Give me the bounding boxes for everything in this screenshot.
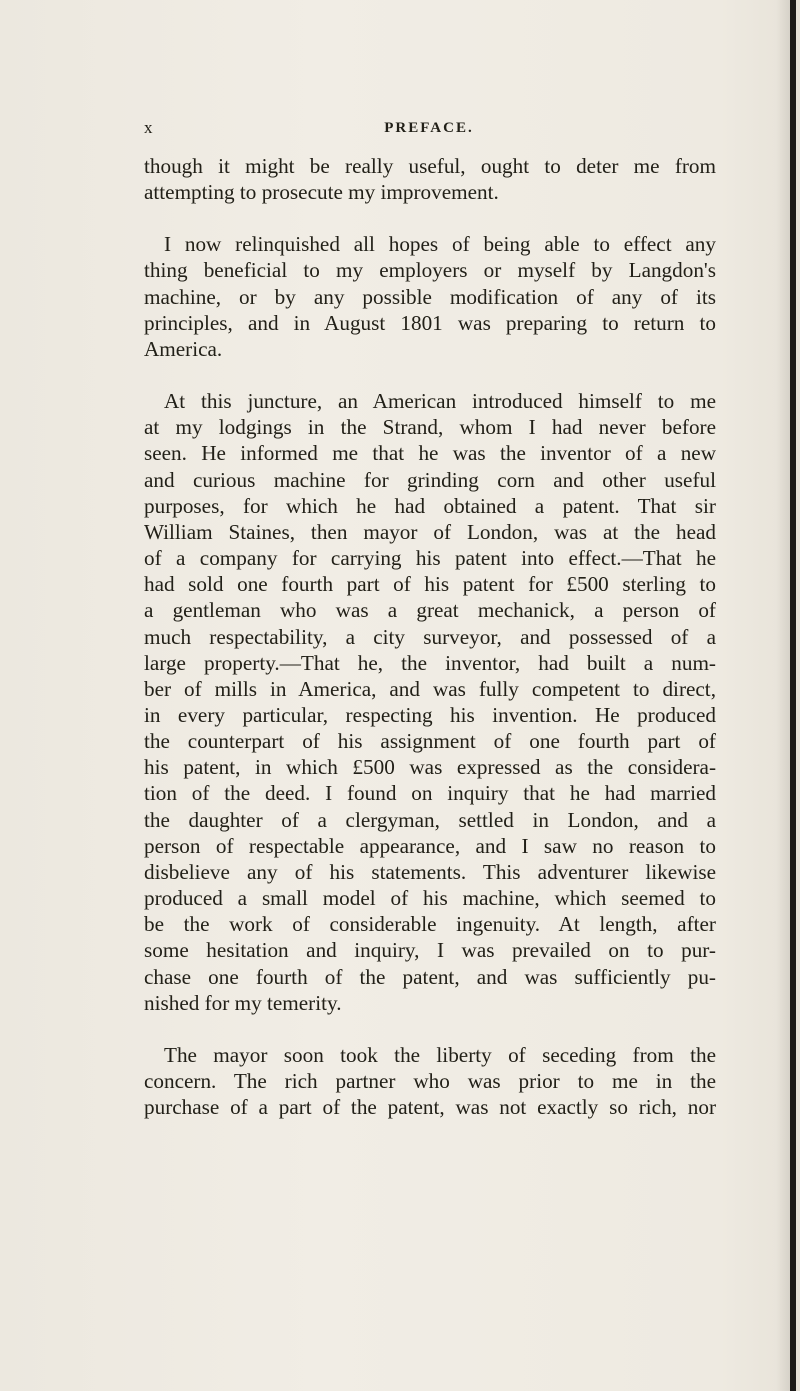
text-line: the daughter of a clergyman, settled in London, and a bbox=[144, 807, 716, 832]
text-line: purposes, for which he had obtained a patent. That sir bbox=[144, 493, 716, 518]
text-line: be the work of considerable ingenuity. At length, after bbox=[144, 912, 716, 937]
text-line: ber of mills in America, and was fully competent to direct, bbox=[144, 676, 716, 701]
text-line: large property.—That he, the inventor, had built a num- bbox=[144, 650, 716, 675]
text-line: the counterpart of his assignment of one fourth part of bbox=[144, 729, 716, 754]
text-line: thing beneficial to my employers or myself by Langdon's bbox=[144, 258, 716, 283]
text-line: attempting to prosecute my improvement. bbox=[144, 180, 499, 205]
text-line: some hesitation and inquiry, I was prevailed on to pur- bbox=[144, 938, 716, 963]
text-line: much respectability, a city surveyor, and possessed of a bbox=[144, 624, 716, 649]
page-gutter-shadow bbox=[776, 0, 790, 1391]
text-line: seen. He informed me that he was the inventor of a new bbox=[144, 441, 716, 466]
text-line: concern. The rich partner who was prior to me in the bbox=[144, 1069, 716, 1093]
text-line: America. bbox=[144, 336, 223, 361]
text-line: produced a small model of his machine, which seemed to bbox=[144, 886, 716, 911]
text-line: I now relinquished all hopes of being able to effect any bbox=[164, 232, 716, 257]
text-line: though it might be really useful, ought to deter me from bbox=[144, 154, 716, 178]
text-line: disbelieve any of his statements. This adventurer likewise bbox=[144, 859, 716, 884]
text-line: At this juncture, an American introduced himself to me bbox=[164, 389, 716, 414]
text-line: tion of the deed. I found on inquiry that he had married bbox=[144, 781, 716, 806]
text-line: in every particular, respecting his invention. He produced bbox=[144, 702, 716, 727]
text-line: chase one fourth of the patent, and was sufficiently pu- bbox=[144, 964, 716, 989]
paragraph-2 bbox=[144, 231, 716, 362]
text-line: his patent, in which £500 was expressed as the considera- bbox=[144, 755, 716, 780]
paragraph-3 bbox=[144, 388, 716, 1016]
text-line: person of respectable appearance, and I saw no reason to bbox=[144, 833, 716, 858]
paragraph-4 bbox=[144, 1042, 716, 1120]
text-line: The mayor soon took the liberty of seceding from the bbox=[164, 1042, 716, 1067]
text-line: at my lodgings in the Strand, whom I had never before bbox=[144, 415, 716, 440]
text-line: principles, and in August 1801 was preparing to return to bbox=[144, 310, 716, 335]
running-title: PREFACE. bbox=[384, 120, 474, 136]
running-head bbox=[144, 118, 714, 142]
text-line: and curious machine for grinding corn and other useful bbox=[144, 467, 716, 492]
text-line: of a company for carrying his patent into effect.—That he bbox=[144, 546, 716, 571]
page-number: x bbox=[144, 118, 154, 137]
text-line: a gentleman who was a great mechanick, a person of bbox=[144, 598, 716, 623]
text-line: nished for my temerity. bbox=[144, 990, 342, 1015]
paragraph-1 bbox=[144, 153, 716, 205]
book-edge bbox=[790, 0, 796, 1391]
body-text bbox=[144, 153, 716, 1146]
text-line: purchase of a part of the patent, was not exactly so rich, nor bbox=[144, 1095, 716, 1120]
text-line: William Staines, then mayor of London, was at the head bbox=[144, 519, 716, 544]
text-line: had sold one fourth part of his patent for £500 sterling to bbox=[144, 572, 716, 597]
text-line: machine, or by any possible modification of any of its bbox=[144, 284, 716, 309]
